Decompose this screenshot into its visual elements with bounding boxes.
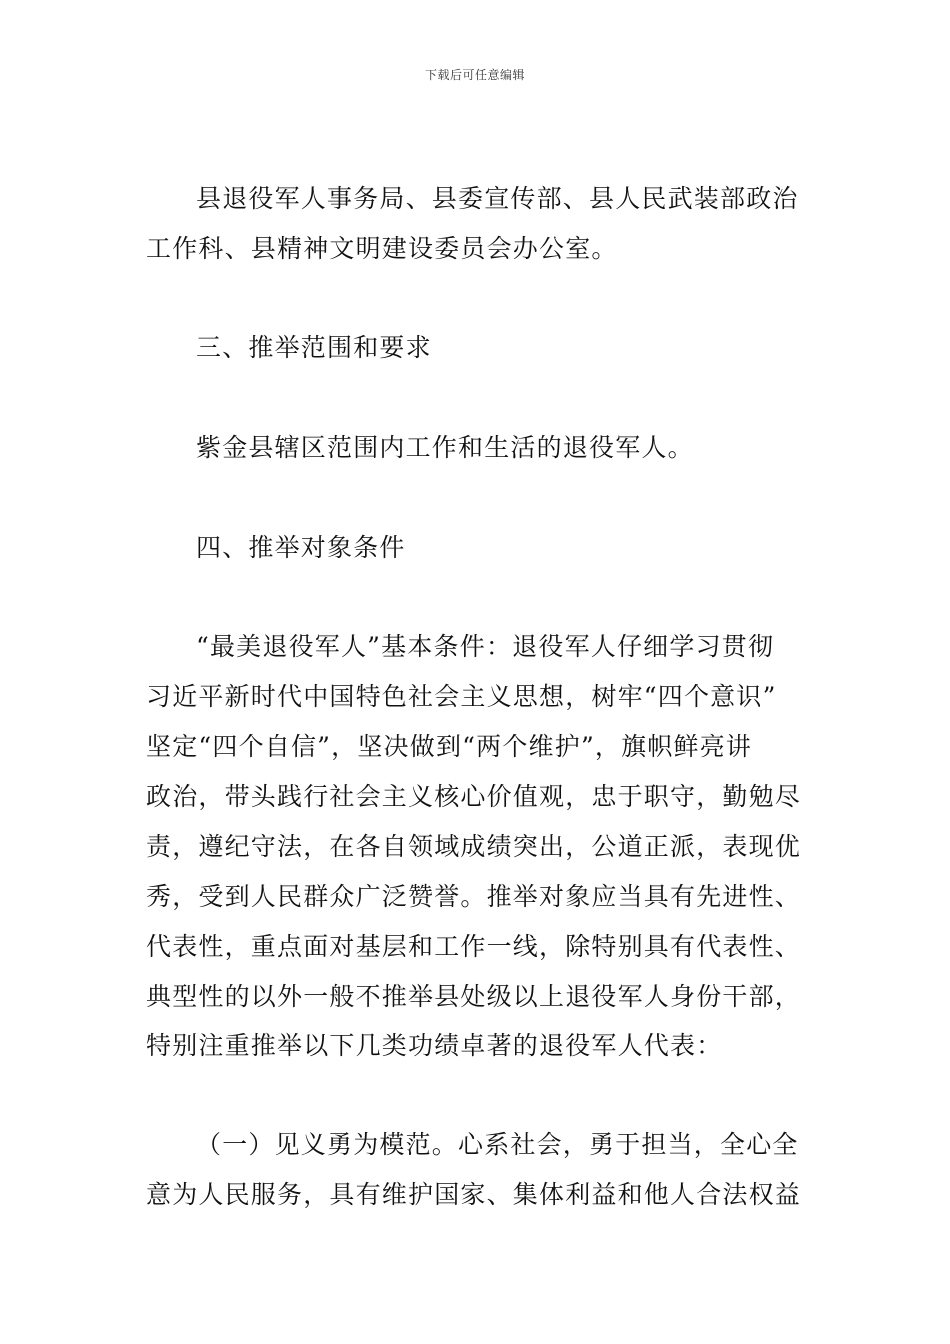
section-heading: 三、推举范围和要求 [196, 333, 432, 362]
paragraph-line: 秀，受到人民群众广泛赞誉。推举对象应当具有先进性、 [146, 882, 802, 911]
paragraph-line: 典型性的以外一般不推举县处级以上退役军人身份干部， [146, 982, 802, 1011]
paragraph-line: 特别注重推举以下几类功绩卓著的退役军人代表： [146, 1031, 723, 1060]
paragraph-line: 意为人民服务，具有维护国家、集体利益和他人合法权益 [146, 1180, 802, 1209]
paragraph-line: 习近平新时代中国特色社会主义思想，树牢“四个意识” [146, 682, 777, 711]
paragraph-line: 责，遵纪守法，在各自领域成绩突出，公道正派，表现优 [146, 832, 802, 861]
section-heading: 四、推举对象条件 [196, 533, 406, 562]
paragraph-line: 县退役军人事务局、县委宣传部、县人民武装部政治 [196, 184, 799, 213]
paragraph-line: 政治，带头践行社会主义核心价值观，忠于职守，勤勉尽 [146, 782, 802, 811]
paragraph-line: 工作科、县精神文明建设委员会办公室。 [146, 234, 618, 263]
paragraph-line: 代表性，重点面对基层和工作一线，除特别具有代表性、 [146, 932, 802, 961]
paragraph-line: 紫金县辖区范围内工作和生活的退役军人。 [196, 433, 694, 462]
paragraph-line: “最美退役军人”基本条件：退役军人仔细学习贯彻 [196, 632, 775, 661]
paragraph-line: （一）见义勇为模范。心系社会，勇于担当，全心全 [196, 1130, 799, 1159]
paragraph-line: 坚定“四个自信”，坚决做到“两个维护”，旗帜鲜亮讲 [146, 732, 753, 761]
page-header-note: 下载后可任意编辑 [424, 68, 525, 82]
